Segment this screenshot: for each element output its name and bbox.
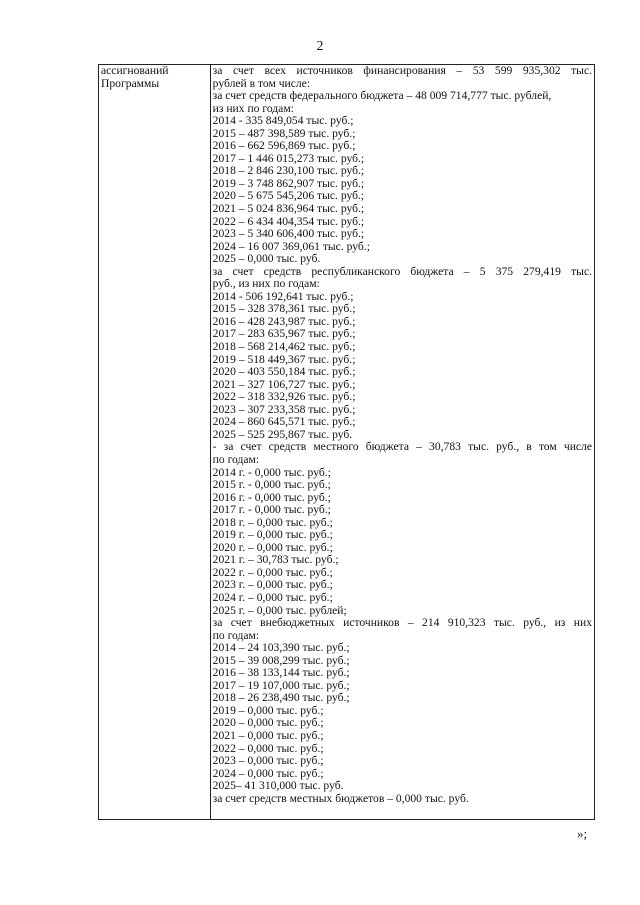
value-line: рублей в том числе: <box>212 77 311 90</box>
value-line: 2019 г. – 0,000 тыс. руб.; <box>212 529 333 542</box>
value-line: 2017 – 1 446 015,273 тыс. руб.; <box>212 152 365 165</box>
value-line: 2015 – 487 398,589 тыс. руб.; <box>212 127 356 140</box>
value-line: 2014 – 24 103,390 тыс. руб.; <box>212 642 350 655</box>
value-line: 2023 – 5 340 606,400 тыс. руб.; <box>212 228 365 241</box>
value-line: 2017 – 19 107,000 тыс. руб.; <box>212 679 350 692</box>
value-line: за счет всех источников финансирования – 53 599 935,302 тыс. <box>212 65 592 77</box>
value-line: 2023 – 0,000 тыс. руб.; <box>212 755 324 768</box>
value-line: 2022 – 0,000 тыс. руб.; <box>212 742 324 755</box>
value-line: 2022 – 6 434 404,354 тыс. руб.; <box>212 215 365 228</box>
value-line: 2021 г. – 30,783 тыс. руб.; <box>212 554 339 567</box>
value-line: 2025 – 0,000 тыс. руб. <box>212 253 321 266</box>
value-line: по годам: <box>212 453 260 466</box>
value-line: 2023 – 307 233,358 тыс. руб.; <box>212 403 356 416</box>
value-line: 2014 - 506 192,641 тыс. руб.; <box>212 290 354 303</box>
value-line: 2016 – 662 596,869 тыс. руб.; <box>212 140 356 153</box>
value-line: 2017 г. - 0,000 тыс. руб.; <box>212 504 331 517</box>
value-line: 2018 – 26 238,490 тыс. руб.; <box>212 692 350 705</box>
value-line: 2018 – 2 846 230,100 тыс. руб.; <box>212 165 365 178</box>
value-line: 2015 – 39 008,299 тыс. руб.; <box>212 654 350 667</box>
value-line: 2024 – 860 645,571 тыс. руб.; <box>212 416 356 429</box>
value-line: за счет средств федерального бюджета – 48 009 714,777 тыс. рублей, <box>212 90 552 103</box>
value-line: 2017 – 283 635,967 тыс. руб.; <box>212 328 356 341</box>
value-line: 2024 – 16 007 369,061 тыс. руб.; <box>212 240 370 253</box>
value-line: 2021 – 5 024 836,964 тыс. руб.; <box>212 203 365 216</box>
value-line: за счет средств республиканского бюджета – 5 375 279,419 тыс. <box>212 265 592 278</box>
value-line: 2020 г. – 0,000 тыс. руб.; <box>212 541 333 554</box>
page-number: 2 <box>316 38 324 53</box>
value-line: 2016 – 428 243,987 тыс. руб.; <box>212 315 356 328</box>
value-line: из них по годам: <box>212 102 294 115</box>
label-line: ассигнований <box>101 65 169 77</box>
value-line: за счет внебюджетных источников – 214 910,323 тыс. руб., из них <box>212 617 592 630</box>
value-line: 2019 – 518 449,367 тыс. руб.; <box>212 353 356 366</box>
value-line: 2015 г. - 0,000 тыс. руб.; <box>212 479 331 492</box>
value-line: 2014 - 335 849,054 тыс. руб.; <box>212 115 354 128</box>
value-line: 2023 г. – 0,000 тыс. руб.; <box>212 579 333 592</box>
value-line: 2024 г. – 0,000 тыс. руб.; <box>212 591 333 604</box>
value-line: 2020 – 5 675 545,206 тыс. руб.; <box>212 190 365 203</box>
value-cell <box>210 65 594 820</box>
value-line: 2014 г. - 0,000 тыс. руб.; <box>212 466 331 479</box>
label-line: Программы <box>101 77 160 90</box>
funding-table <box>98 64 595 820</box>
value-line: 2019 – 0,000 тыс. руб.; <box>212 704 324 717</box>
value-line: 2016 г. - 0,000 тыс. руб.; <box>212 491 331 504</box>
value-line: 2025 г. – 0,000 тыс. рублей; <box>212 604 347 617</box>
value-line: 2024 – 0,000 тыс. руб.; <box>212 767 324 780</box>
value-line: 2021 – 0,000 тыс. руб.; <box>212 729 324 742</box>
value-line: 2022 – 318 332,926 тыс. руб.; <box>212 391 356 404</box>
value-line: 2019 – 3 748 862,907 тыс. руб.; <box>212 177 365 190</box>
value-line: 2015 – 328 378,361 тыс. руб.; <box>212 303 356 316</box>
value-line: 2020 – 403 550,184 тыс. руб.; <box>212 366 356 379</box>
value-line: 2018 г. – 0,000 тыс. руб.; <box>212 516 333 529</box>
label-cell <box>99 65 211 820</box>
table-row <box>99 65 595 820</box>
value-line: за счет средств местных бюджетов – 0,000 тыс. руб. <box>212 792 469 805</box>
value-line: 2021 – 327 106,727 тыс. руб.; <box>212 378 356 391</box>
value-line: - за счет средств местного бюджета – 30,783 тыс. руб., в том числе <box>212 441 592 454</box>
value-line: 2016 – 38 133,144 тыс. руб.; <box>212 667 350 680</box>
value-line: 2020 – 0,000 тыс. руб.; <box>212 717 324 730</box>
value-line: 2025 – 525 295,867 тыс. руб. <box>212 428 353 441</box>
value-line: 2022 г. – 0,000 тыс. руб.; <box>212 566 333 579</box>
value-line: руб., из них по годам: <box>212 278 320 291</box>
closing-quote-mark: »; <box>577 826 588 841</box>
value-line: по годам: <box>212 629 260 642</box>
value-line: 2018 – 568 214,462 тыс. руб.; <box>212 341 356 354</box>
value-line: 2025– 41 310,000 тыс. руб. <box>212 780 344 793</box>
